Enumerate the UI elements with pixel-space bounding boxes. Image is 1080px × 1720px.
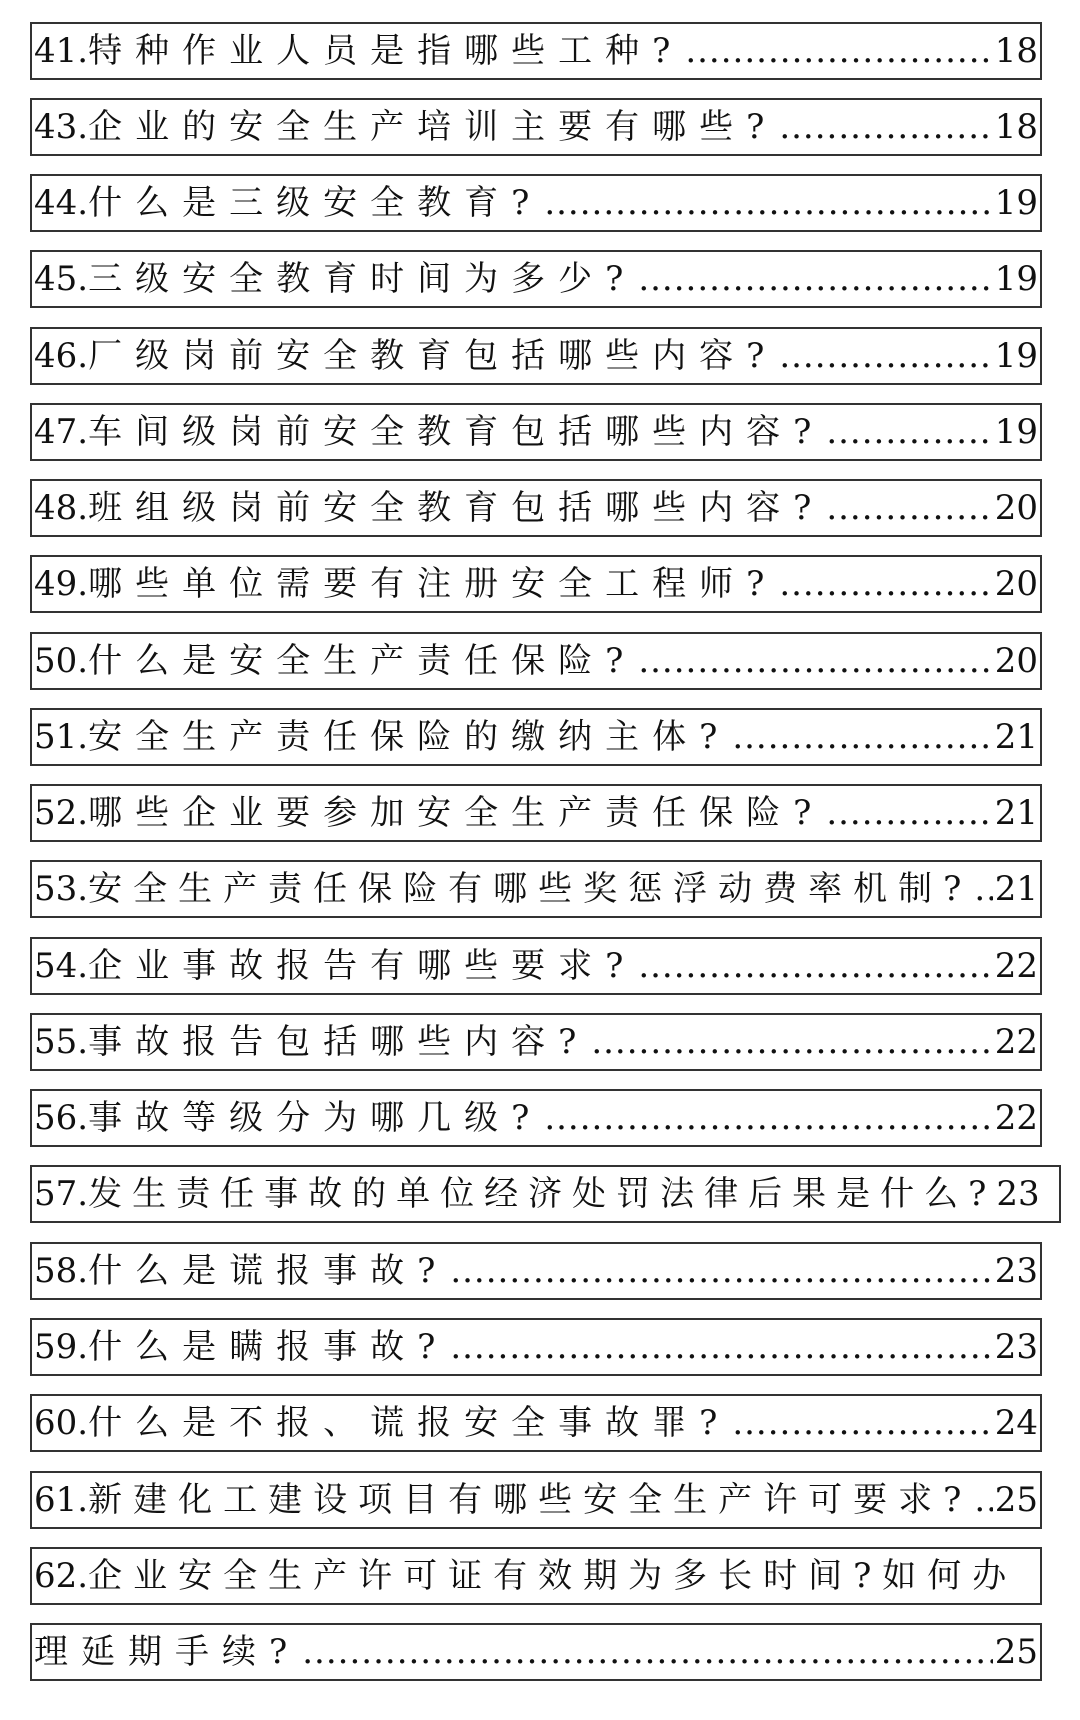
entry-number: 53. [34, 869, 89, 909]
entry-number: 44. [34, 183, 89, 223]
entry-title: 企业的安全生产培训主要有哪些? [88, 107, 778, 147]
entry-page: 22 [994, 1098, 1038, 1138]
entry-page: 25 [994, 1632, 1038, 1672]
entry-number: 50. [34, 641, 89, 681]
entry-page: 20 [994, 641, 1038, 681]
entry-page: 20 [994, 564, 1038, 604]
entry-number: 55. [34, 1022, 89, 1062]
entry-page: 22 [994, 946, 1038, 986]
entry-number: 54. [34, 946, 89, 986]
toc-entry[interactable] [30, 250, 1042, 308]
entry-title: 安全生产责任保险有哪些奖惩浮动费率机制? [88, 869, 973, 909]
leader-dots [974, 1471, 992, 1529]
entry-page: 18 [994, 31, 1038, 71]
entry-number: 47. [34, 412, 89, 452]
entry-title: 哪些单位需要有注册安全工程师? [88, 564, 778, 604]
entry-title: 三级安全教育时间为多少? [88, 259, 637, 299]
entry-title: 特种作业人员是指哪些工种? [88, 31, 684, 71]
leader-dots [974, 860, 992, 918]
toc-entry[interactable] [30, 860, 1042, 918]
leader-dots [591, 1013, 992, 1071]
entry-page: 22 [994, 1022, 1038, 1062]
entry-page: 19 [994, 336, 1038, 376]
leader-dots [685, 22, 992, 80]
toc-entry[interactable] [30, 937, 1042, 995]
leader-dots [732, 1394, 992, 1452]
entry-title: 什么是谎报事故? [88, 1251, 449, 1291]
entry-title: 什么是不报、谎报安全事故罪? [88, 1403, 731, 1443]
entry-page: 19 [994, 183, 1038, 223]
entry-number: 48. [34, 488, 89, 528]
toc-entry[interactable] [30, 1318, 1042, 1376]
entry-page: 25 [994, 1480, 1038, 1520]
toc-entry[interactable] [30, 1547, 1042, 1605]
toc-entry[interactable] [30, 632, 1042, 690]
leader-dots [638, 250, 992, 308]
leader-dots [638, 937, 992, 995]
entry-page: 23 [994, 1327, 1038, 1367]
leader-dots [779, 555, 992, 613]
entry-page: 19 [994, 259, 1038, 299]
entry-page: 19 [994, 412, 1038, 452]
entry-title: 哪些企业要参加安全生产责任保险? [88, 793, 825, 833]
entry-title: 发生责任事故的单位经济处罚法律后果是什么? [88, 1174, 997, 1214]
leader-dots [544, 1089, 992, 1147]
toc-entry[interactable] [30, 327, 1042, 385]
leader-dots [450, 1318, 992, 1376]
entry-number: 58. [34, 1251, 89, 1291]
entry-title: 事故等级分为哪几级? [88, 1098, 543, 1138]
entry-page: 21 [994, 869, 1038, 909]
entry-number: 61. [34, 1480, 89, 1520]
toc-entry[interactable] [30, 403, 1042, 461]
toc-entry[interactable] [30, 1013, 1042, 1071]
entry-number: 45. [34, 259, 89, 299]
entry-page: 24 [994, 1403, 1038, 1443]
entry-number: 41. [34, 31, 89, 71]
toc-entry-continuation[interactable] [30, 1623, 1042, 1681]
toc-entry[interactable] [30, 174, 1042, 232]
entry-page: 21 [994, 793, 1038, 833]
toc-entry[interactable] [30, 1394, 1042, 1452]
leader-dots [732, 708, 992, 766]
entry-number: 51. [34, 717, 89, 757]
toc-entry[interactable] [30, 98, 1042, 156]
entry-number: 46. [34, 336, 89, 376]
leader-dots [826, 479, 992, 537]
entry-title: 事故报告包括哪些内容? [88, 1022, 590, 1062]
entry-page: 18 [994, 107, 1038, 147]
toc-entry[interactable] [30, 784, 1042, 842]
leader-dots [826, 403, 992, 461]
entry-number: 52. [34, 793, 89, 833]
entry-page: 23 [994, 1251, 1038, 1291]
entry-title: 企业安全生产许可证有效期为多长时间?如何办 [88, 1556, 1018, 1596]
toc-entry[interactable] [30, 555, 1042, 613]
entry-title: 企业事故报告有哪些要求? [88, 946, 637, 986]
leader-dots [302, 1623, 993, 1681]
entry-page: 20 [994, 488, 1038, 528]
toc-entry[interactable] [30, 479, 1042, 537]
entry-title: 厂级岗前安全教育包括哪些内容? [88, 336, 778, 376]
toc-entry[interactable] [30, 708, 1042, 766]
entry-page: 21 [994, 717, 1038, 757]
entry-title: 什么是安全生产责任保险? [88, 641, 637, 681]
toc-entry[interactable] [30, 22, 1042, 80]
entry-title: 什么是三级安全教育? [88, 183, 543, 223]
entry-title: 理延期手续? [34, 1632, 301, 1672]
entry-title: 车间级岗前安全教育包括哪些内容? [88, 412, 825, 452]
entry-title: 安全生产责任保险的缴纳主体? [88, 717, 731, 757]
leader-dots [450, 1242, 992, 1300]
entry-number: 56. [34, 1098, 89, 1138]
toc-entry[interactable] [30, 1242, 1042, 1300]
entry-number: 43. [34, 107, 89, 147]
leader-dots [779, 327, 992, 385]
entry-number: 60. [34, 1403, 89, 1443]
toc-entry[interactable] [30, 1089, 1042, 1147]
entry-title: 班组级岗前安全教育包括哪些内容? [88, 488, 825, 528]
leader-dots [826, 784, 992, 842]
leader-dots [544, 174, 992, 232]
leader-dots [779, 98, 992, 156]
entry-title: 什么是瞒报事故? [88, 1327, 449, 1367]
entry-page: 23 [996, 1174, 1040, 1214]
entry-number: 62. [34, 1556, 89, 1596]
entry-number: 49. [34, 564, 89, 604]
toc-entry[interactable] [30, 1165, 1061, 1223]
entry-number: 57. [34, 1174, 89, 1214]
toc-entry[interactable] [30, 1471, 1042, 1529]
leader-dots [638, 632, 992, 690]
entry-number: 59. [34, 1327, 89, 1367]
entry-title: 新建化工建设项目有哪些安全生产许可要求? [88, 1480, 973, 1520]
